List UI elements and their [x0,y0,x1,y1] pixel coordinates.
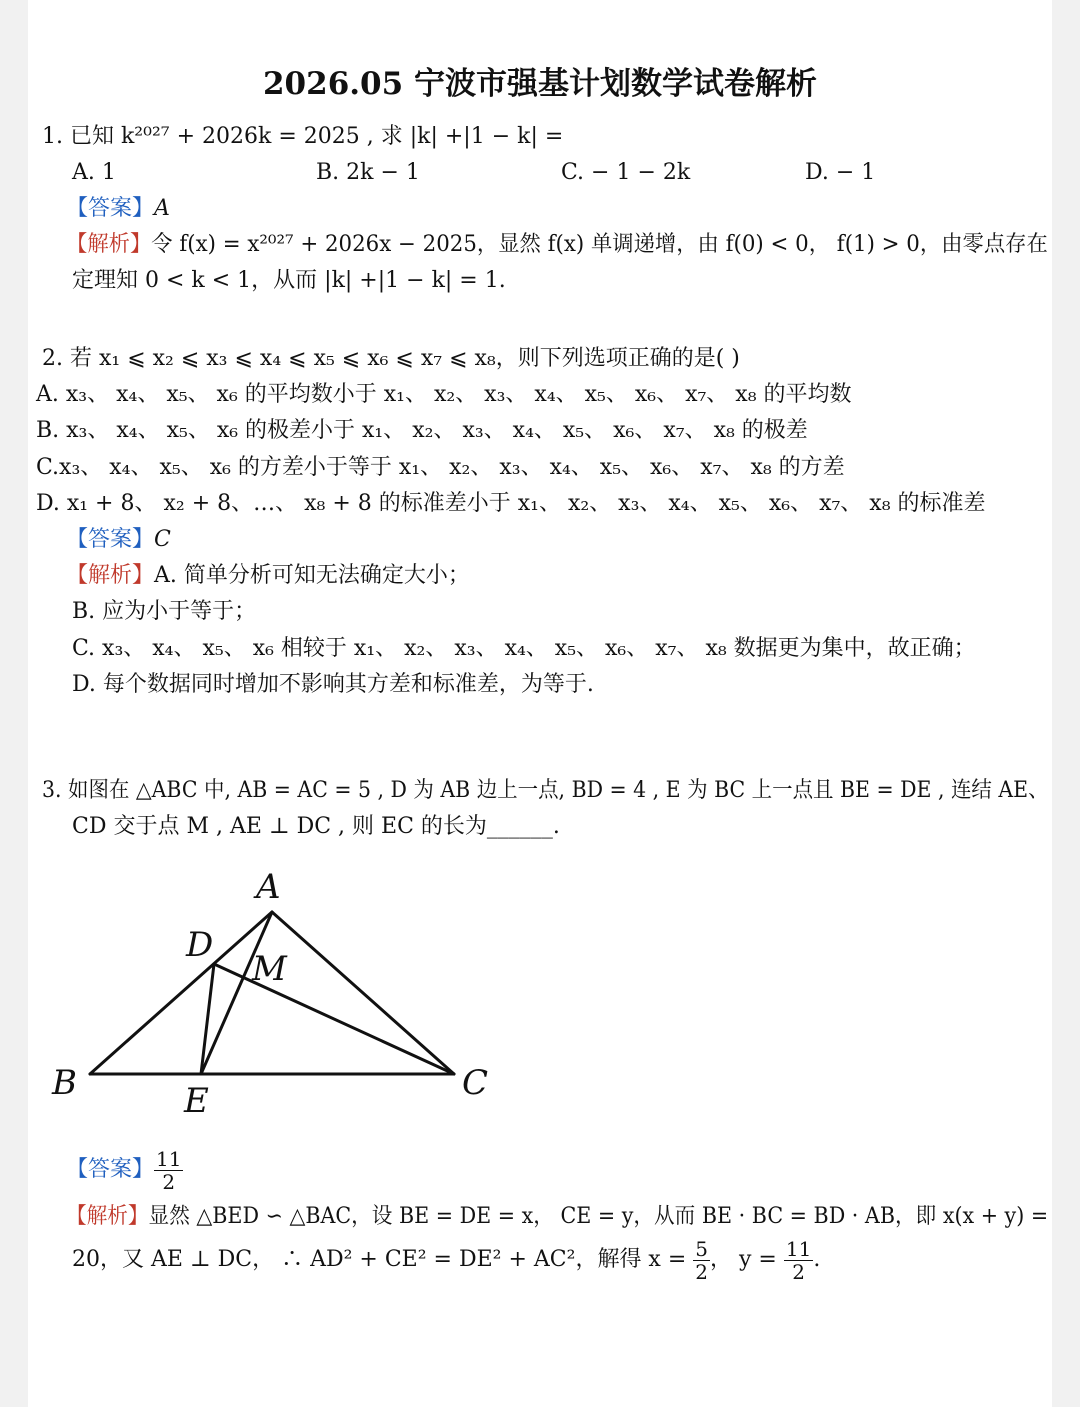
q1-answer [66,194,170,224]
q2-analysis-a [66,561,470,591]
q3-analysis-text-2c: . [813,1247,821,1272]
q2-option-d: D. x₁ + 8、 x₂ + 8、…、 x₈ + 8 的标准差小于 x₁、 x₂、 x₃、 x₄、 x₅、 x₆、 x₇、 x₈ 的标准差 [36,491,986,516]
fraction-numerator: 11 [156,1146,182,1171]
q1-analysis-line-1 [66,230,1048,260]
q2-stem: 2. 若 x₁ ⩽ x₂ ⩽ x₃ ⩽ x₄ ⩽ x₅ ⩽ x₆ ⩽ x₇ ⩽ x₈，则下列选项正确的是( ) [42,346,740,371]
q3-answer [66,1146,183,1194]
label-c: C [462,1063,489,1103]
analysis-tag: 【解析】 [66,563,155,588]
q1-option-c: C. − 1 − 2k [561,160,691,185]
q2-option-a: A. x₃、 x₄、 x₅、 x₆ 的平均数小于 x₁、 x₂、 x₃、 x₄、 x₅、 x₆、 x₇、 x₈ 的平均数 [36,382,852,407]
q3-analysis-text-1: 显然 △BED ∽ △BAC，设 BE = DE = x， CE = y，从而 BE · BC = BD · AB，即 x(x + y) = [148,1204,1049,1229]
label-d: D [186,925,214,965]
label-e: E [184,1081,209,1121]
q1-option-b: B. 2k − 1 [316,160,420,185]
q3-analysis-line-1 [66,1202,1048,1232]
segment-ab [90,912,272,1074]
q3-stem-line-1: 3. 如图在 △ABC 中, AB = AC = 5 , D 为 AB 边上一点, BD = 4 , E 为 BC 上一点且 BE = DE , 连结 AE、 [42,778,1049,803]
segment-ac [272,912,454,1074]
analysis-tag: 【解析】 [66,232,152,257]
q1-stem: 1. 已知 k²⁰²⁷ + 2026k = 2025 , 求 |k| +|1 − k| = [42,124,564,149]
q3-stem-line-2: CD 交于点 M , AE ⊥ DC , 则 EC 的长为______. [72,814,560,839]
label-b: B [52,1063,77,1103]
q3-analysis-line-2 [72,1236,820,1284]
x-value-fraction [693,1238,710,1283]
analysis-tag: 【解析】 [66,1204,149,1229]
q1-answer-value: A [154,196,170,221]
q1-analysis-line-2: 定理知 0 < k < 1，从而 |k| +|1 − k| = 1. [72,268,506,293]
paper-page [28,0,1052,1407]
label-a: A [256,867,281,907]
q1-option-d: D. − 1 [805,160,876,185]
page-title: 2026.05 宁波市强基计划数学试卷解析 [262,66,817,102]
label-m: M [252,949,287,989]
q3-analysis-text-2a: 20，又 AE ⊥ DC， ∴ AD² + CE² = DE² + AC²，解得 x = [72,1247,687,1272]
q3-answer-fraction [154,1148,183,1193]
fraction-denominator: 2 [792,1259,805,1284]
q1-option-a: A. 1 [72,160,116,185]
y-value-fraction [784,1238,813,1283]
q2-analysis-d: D. 每个数据同时增加不影响其方差和标准差，为等于. [72,672,594,697]
fraction-denominator: 2 [162,1169,176,1194]
answer-tag: 【答案】 [66,196,155,221]
q2-option-b: B. x₃、 x₄、 x₅、 x₆ 的极差小于 x₁、 x₂、 x₃、 x₄、 x₅、 x₆、 x₇、 x₈ 的极差 [36,418,808,443]
q2-option-c: C.x₃、 x₄、 x₅、 x₆ 的方差小于等于 x₁、 x₂、 x₃、 x₄、 x₅、 x₆、 x₇、 x₈ 的方差 [36,455,845,480]
q2-analysis-c: C. x₃、 x₄、 x₅、 x₆ 相较于 x₁、 x₂、 x₃、 x₄、 x₅、 x₆、 x₇、 x₈ 数据更为集中，故正确； [72,636,976,661]
fraction-denominator: 2 [695,1259,709,1284]
figure-lines [90,912,454,1074]
triangle-figure [0,860,540,1130]
q2-answer [66,525,171,555]
q3-analysis-text-2b: ， y = [710,1247,777,1272]
fraction-numerator: 11 [785,1236,812,1261]
answer-tag: 【答案】 [66,527,155,552]
segment-dc [214,964,454,1074]
q2-analysis-b: B. 应为小于等于； [72,599,257,624]
q2-answer-value: C [154,527,171,552]
answer-tag: 【答案】 [66,1157,155,1182]
q1-analysis-text-1: 令 f(x) = x²⁰²⁷ + 2026x − 2025，显然 f(x) 单调递增，由 f(0) < 0， f(1) > 0，由零点存在 [151,232,1048,257]
fraction-numerator: 5 [695,1236,709,1261]
q2-analysis-text-a: A. 简单分析可知无法确定大小； [154,563,470,588]
